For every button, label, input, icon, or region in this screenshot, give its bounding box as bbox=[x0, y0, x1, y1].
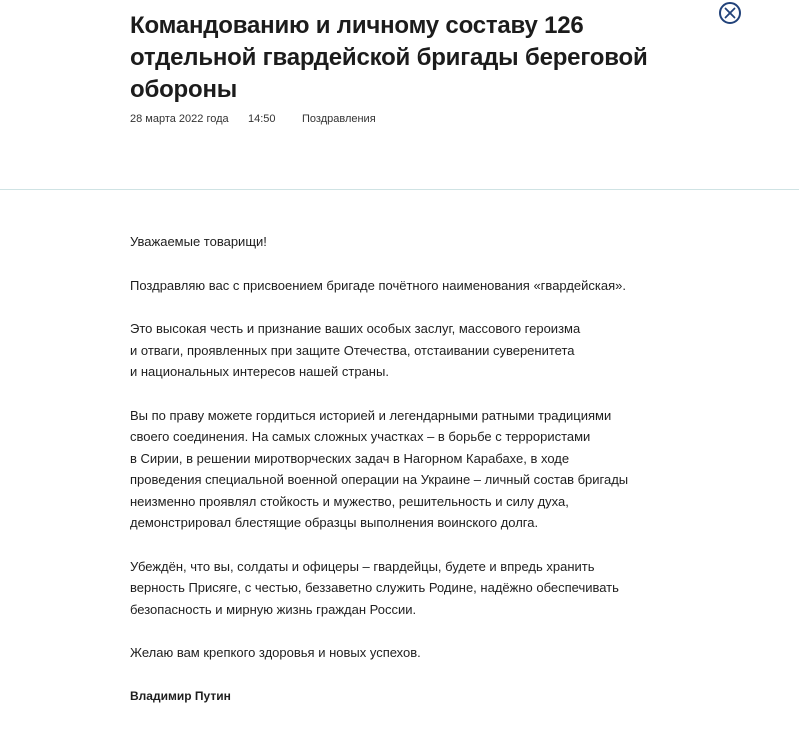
paragraph-1: Поздравляю вас с присвоением бригаде почётного наименования «гвардейская». bbox=[130, 277, 627, 293]
paragraph-2-line: и отваги, проявленных при защите Отечества, отстаивании суверенитета bbox=[130, 342, 575, 358]
close-icon bbox=[724, 7, 736, 19]
paragraph-2-line: Это высокая честь и признание ваших особых заслуг, массового героизма bbox=[130, 321, 581, 336]
signature: Владимир Путин bbox=[130, 688, 231, 703]
publication-date: 28 марта 2022 года bbox=[130, 113, 229, 125]
paragraph-3-line: своего соединения. На самых сложных участках – в борьбе с террористами bbox=[130, 429, 591, 444]
paragraph-3-line: в Сирии, в решении миротворческих задач в Нагорном Карабахе, в ходе bbox=[130, 450, 570, 466]
paragraph-2 bbox=[130, 318, 690, 383]
paragraph-3-line: неизменно проявлял стойкость и мужество, решительность и силу духа, bbox=[130, 493, 569, 509]
paragraph-3-line: Вы по праву можете гордиться историей и легендарными ратными традициями bbox=[130, 407, 612, 423]
category-link[interactable]: Поздравления bbox=[302, 113, 376, 125]
paragraph-3 bbox=[130, 405, 690, 534]
paragraph-2-line: и национальных интересов нашей страны. bbox=[130, 364, 389, 379]
article-body bbox=[130, 231, 690, 729]
page-title: Командованию и личному составу 126 отдельной гвардейской бригады береговой обороны bbox=[130, 12, 648, 103]
close-button[interactable] bbox=[719, 2, 741, 24]
greeting: Уважаемые товарищи! bbox=[130, 234, 267, 249]
paragraph-4 bbox=[130, 556, 690, 621]
paragraph-4-line: Убеждён, что вы, солдаты и офицеры – гвардейцы, будете и впредь хранить bbox=[130, 558, 595, 574]
document-header bbox=[0, 0, 799, 190]
article-meta bbox=[130, 113, 376, 125]
publication-time: 14:50 bbox=[248, 113, 276, 125]
paragraph-3-line: проведения специальной военной операции на Украине – личный состав бригады bbox=[130, 472, 629, 487]
paragraph-5: Желаю вам крепкого здоровья и новых успехов. bbox=[130, 645, 421, 660]
paragraph-3-line: демонстрировал блестящие образцы выполнения воинского долга. bbox=[130, 515, 539, 530]
paragraph-4-line: безопасность и мирную жизнь граждан России. bbox=[130, 601, 417, 617]
paragraph-4-line: верность Присяге, с честью, беззаветно служить Родине, надёжно обеспечивать bbox=[130, 580, 619, 595]
